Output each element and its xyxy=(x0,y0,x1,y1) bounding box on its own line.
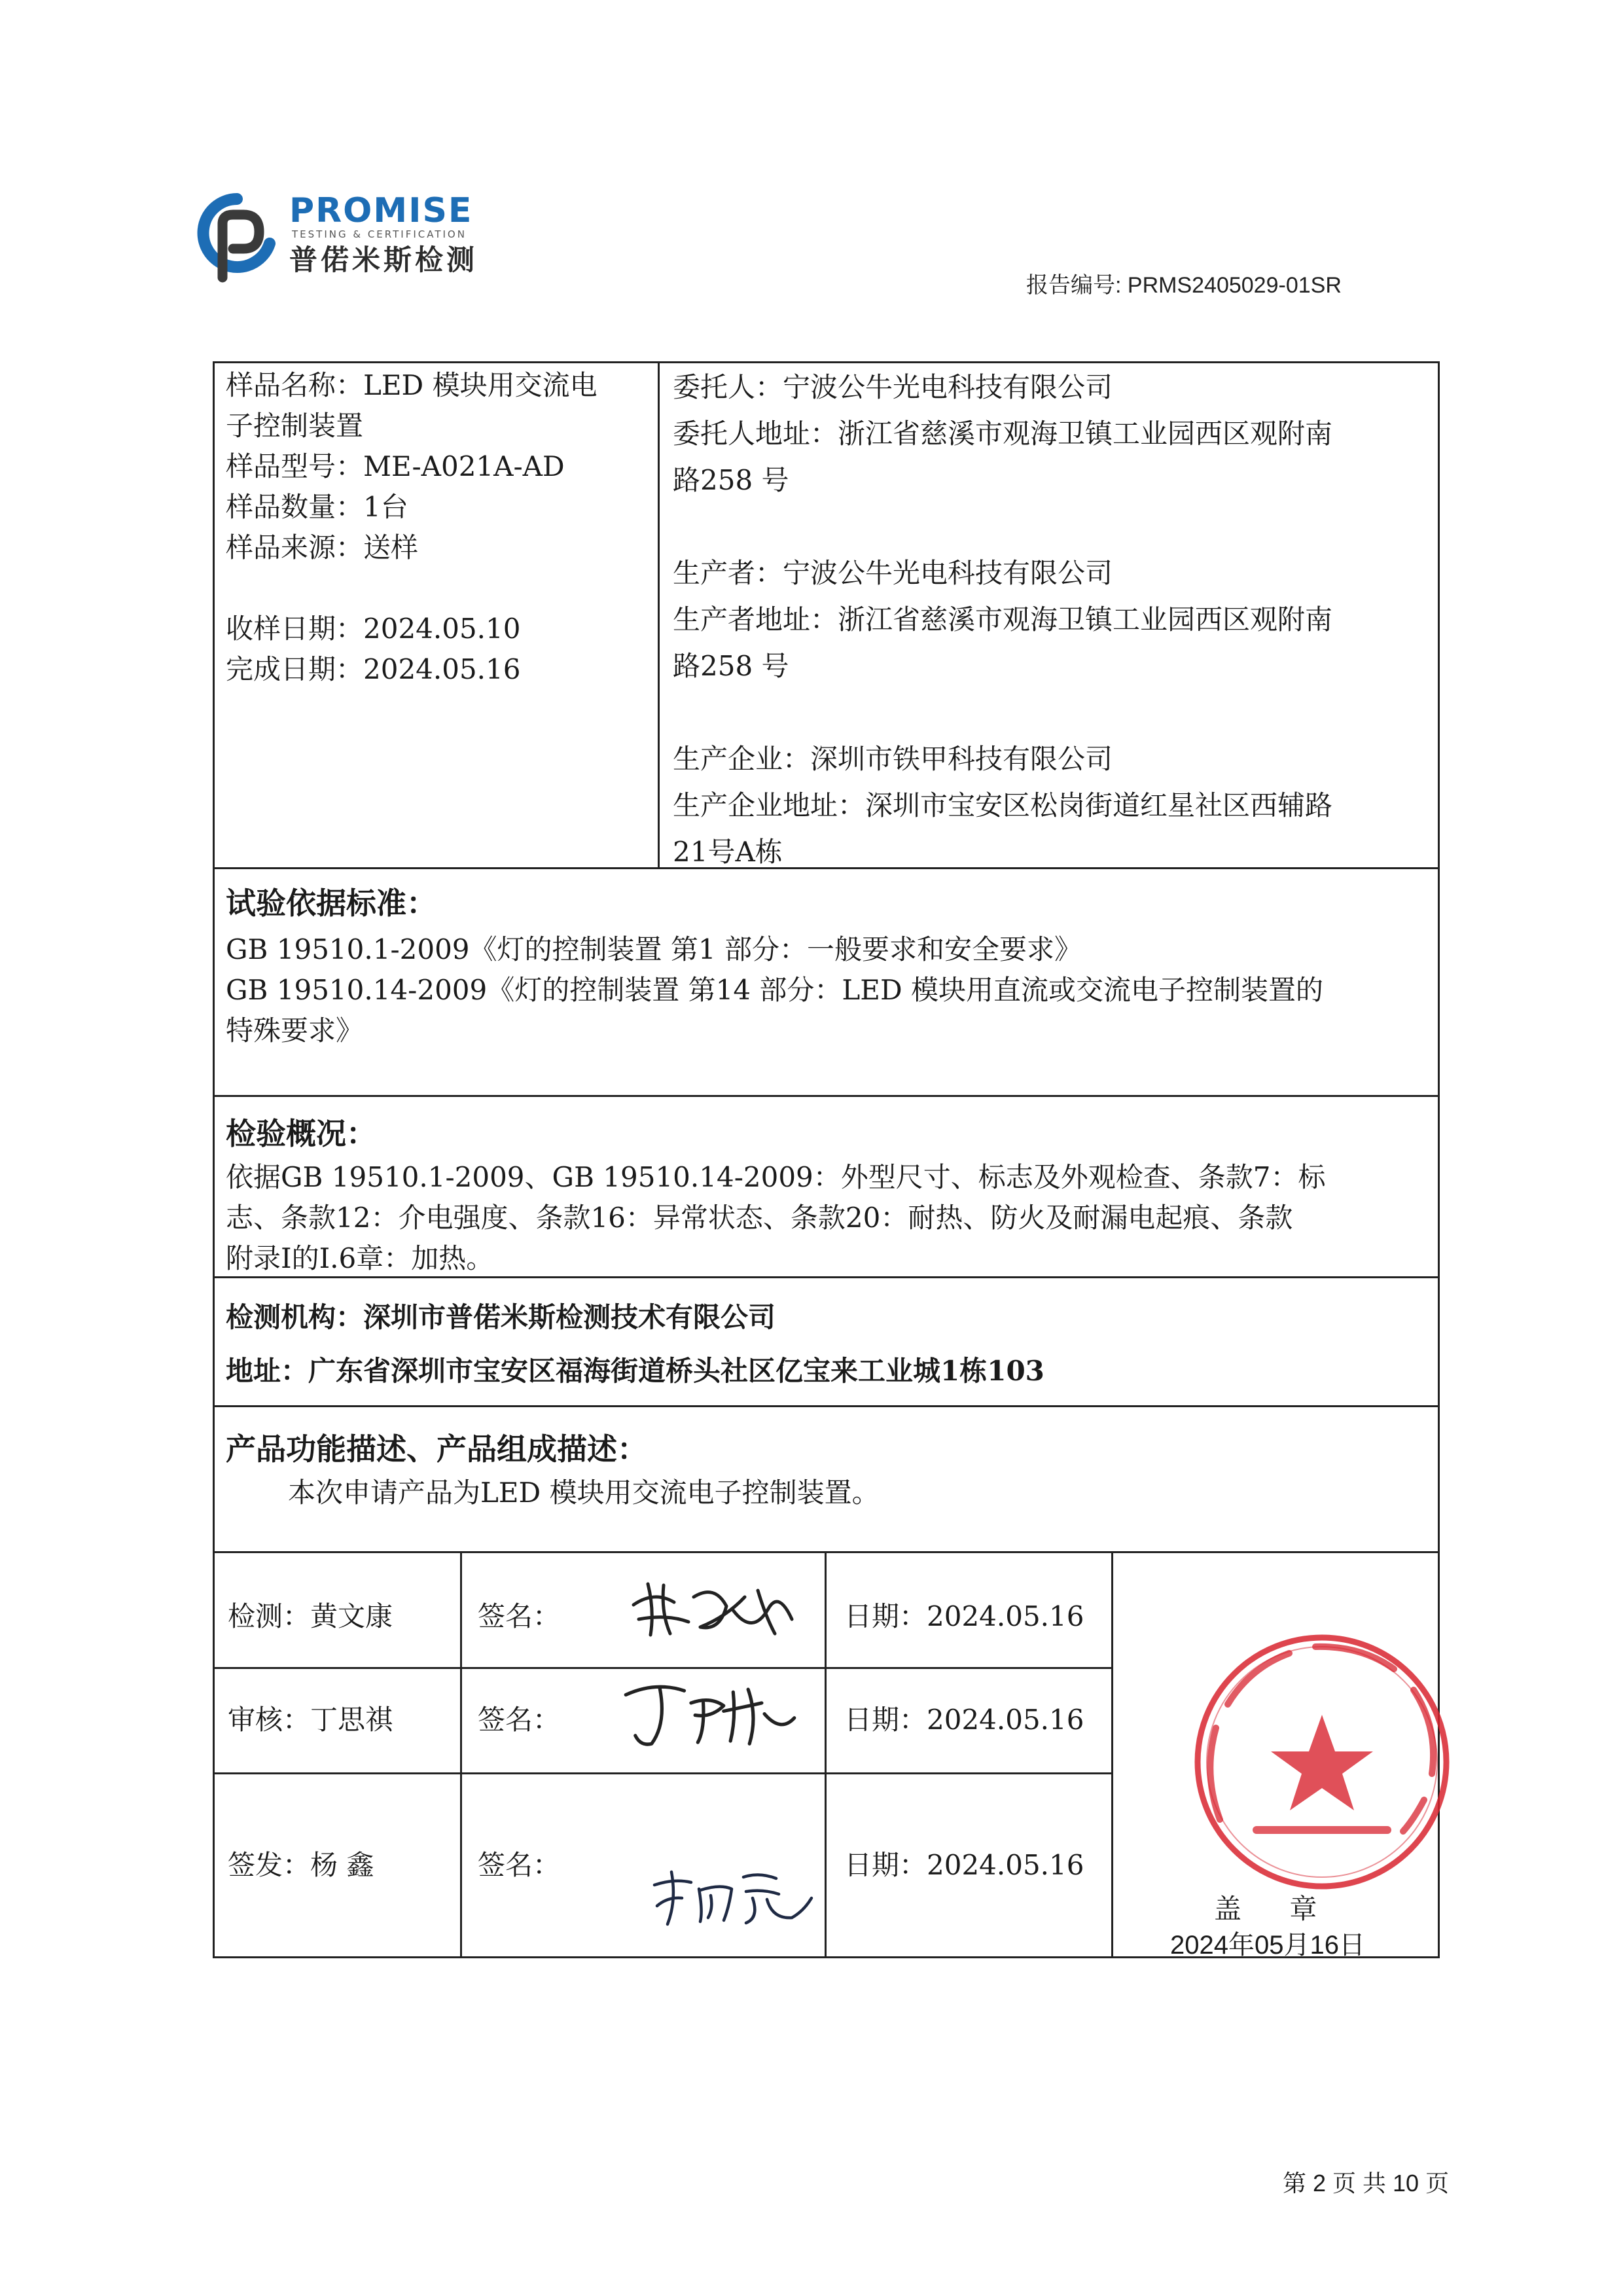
stamp-label: 盖 章 xyxy=(1214,1893,1337,1925)
standards-section xyxy=(226,882,1323,1051)
stamp-date: 2024年05月16日 xyxy=(1170,1931,1365,1960)
product-description: 本次申请产品为LED 模块用交流电子控制装置。 xyxy=(288,1477,880,1509)
divider xyxy=(658,361,660,869)
sample-name-line1: 样品名称：LED 模块用交流电 xyxy=(226,369,597,401)
divider xyxy=(213,1772,1113,1774)
client: 委托人：宁波公牛光电科技有限公司 xyxy=(673,371,1113,403)
company-logo xyxy=(196,190,484,288)
divider xyxy=(213,1405,1440,1407)
standard-line: 特殊要求》 xyxy=(226,1014,364,1047)
tester-signature-image xyxy=(628,1571,798,1643)
tester-role: 检测：黄文康 xyxy=(228,1600,393,1632)
approver-role: 签发：杨 鑫 xyxy=(228,1849,374,1881)
report-number-value: PRMS2405029-01SR xyxy=(1127,273,1342,298)
divider xyxy=(460,1551,462,1958)
product-heading: 产品功能描述、产品组成描述： xyxy=(226,1431,647,1467)
page-number: 第 2 页 共 10 页 xyxy=(1283,2170,1450,2197)
lab-section xyxy=(226,1291,1044,1398)
logo-tagline: TESTING & CERTIFICATION xyxy=(292,228,467,240)
sample-quantity: 样品数量：1台 xyxy=(226,491,408,523)
lab-address: 地址：广东省深圳市宝安区福海街道桥头社区亿宝来工业城1栋103 xyxy=(226,1355,1044,1387)
divider xyxy=(1111,1551,1113,1958)
official-seal-image xyxy=(1165,1617,1479,1905)
promise-logo-icon xyxy=(196,192,278,284)
inspection-line: 志、条款12：介电强度、条款16：异常状态、条款20：耐热、防火及耐漏电起痕、条款 xyxy=(226,1202,1293,1234)
inspection-heading: 检验概况： xyxy=(226,1116,376,1151)
standards-heading: 试验依据标准： xyxy=(226,886,437,921)
client-address-line1: 委托人地址：浙江省慈溪市观海卫镇工业园西区观附南 xyxy=(673,418,1333,450)
standard-line: GB 19510.1-2009《灯的控制装置 第1 部分：一般要求和安全要求》 xyxy=(226,933,1082,965)
tester-date: 日期：2024.05.16 xyxy=(844,1600,1084,1632)
reviewer-role: 审核：丁思祺 xyxy=(228,1704,393,1736)
sample-name-line2: 子控制装置 xyxy=(226,410,364,442)
lab-name: 检测机构：深圳市普偌米斯检测技术有限公司 xyxy=(226,1301,776,1333)
reviewer-date: 日期：2024.05.16 xyxy=(844,1704,1084,1736)
report-number-label: 报告编号: xyxy=(1026,273,1122,298)
sample-source: 样品来源：送样 xyxy=(226,531,419,564)
inspection-section xyxy=(226,1113,1326,1279)
standard-line: GB 19510.14-2009《灯的控制装置 第14 部分：LED 模块用直流或交流电子控制装置的 xyxy=(226,974,1323,1006)
divider xyxy=(213,1095,1440,1097)
sample-model: 样品型号：ME-A021A-AD xyxy=(226,450,565,482)
inspection-line: 依据GB 19510.1-2009、GB 19510.14-2009：外型尺寸、标志及外观检查、条款7：标 xyxy=(226,1161,1326,1193)
received-date: 收样日期：2024.05.10 xyxy=(226,613,521,645)
logo-chinese-name: 普偌米斯检测 xyxy=(289,244,478,277)
parties-info xyxy=(673,364,1332,875)
approver-date: 日期：2024.05.16 xyxy=(844,1849,1084,1881)
client-address-line2: 路258 号 xyxy=(673,464,789,496)
divider xyxy=(213,1667,1113,1669)
manufacturer-address-line2: 21号A栋 xyxy=(673,836,783,868)
product-section xyxy=(226,1428,880,1513)
manufacturer: 生产企业：深圳市铁甲科技有限公司 xyxy=(673,743,1113,775)
reviewer-signature-image xyxy=(622,1676,798,1751)
divider xyxy=(825,1551,827,1958)
producer-address-line2: 路258 号 xyxy=(673,650,789,682)
report-number xyxy=(1026,267,1342,299)
producer-address-line1: 生产者地址：浙江省慈溪市观海卫镇工业园西区观附南 xyxy=(673,603,1333,636)
reviewer-sign-label: 签名： xyxy=(478,1704,561,1736)
approver-signature-image xyxy=(648,1859,818,1931)
inspection-line: 附录I的I.6章：加热。 xyxy=(226,1242,494,1274)
manufacturer-address-line1: 生产企业地址：深圳市宝安区松岗街道红星社区西辅路 xyxy=(673,789,1333,821)
tester-sign-label: 签名： xyxy=(478,1600,561,1632)
producer: 生产者：宁波公牛光电科技有限公司 xyxy=(673,557,1113,589)
logo-brand: PROMISE xyxy=(289,191,473,230)
sample-info xyxy=(226,365,597,690)
approver-sign-label: 签名： xyxy=(478,1849,561,1881)
completed-date: 完成日期：2024.05.16 xyxy=(226,653,521,685)
